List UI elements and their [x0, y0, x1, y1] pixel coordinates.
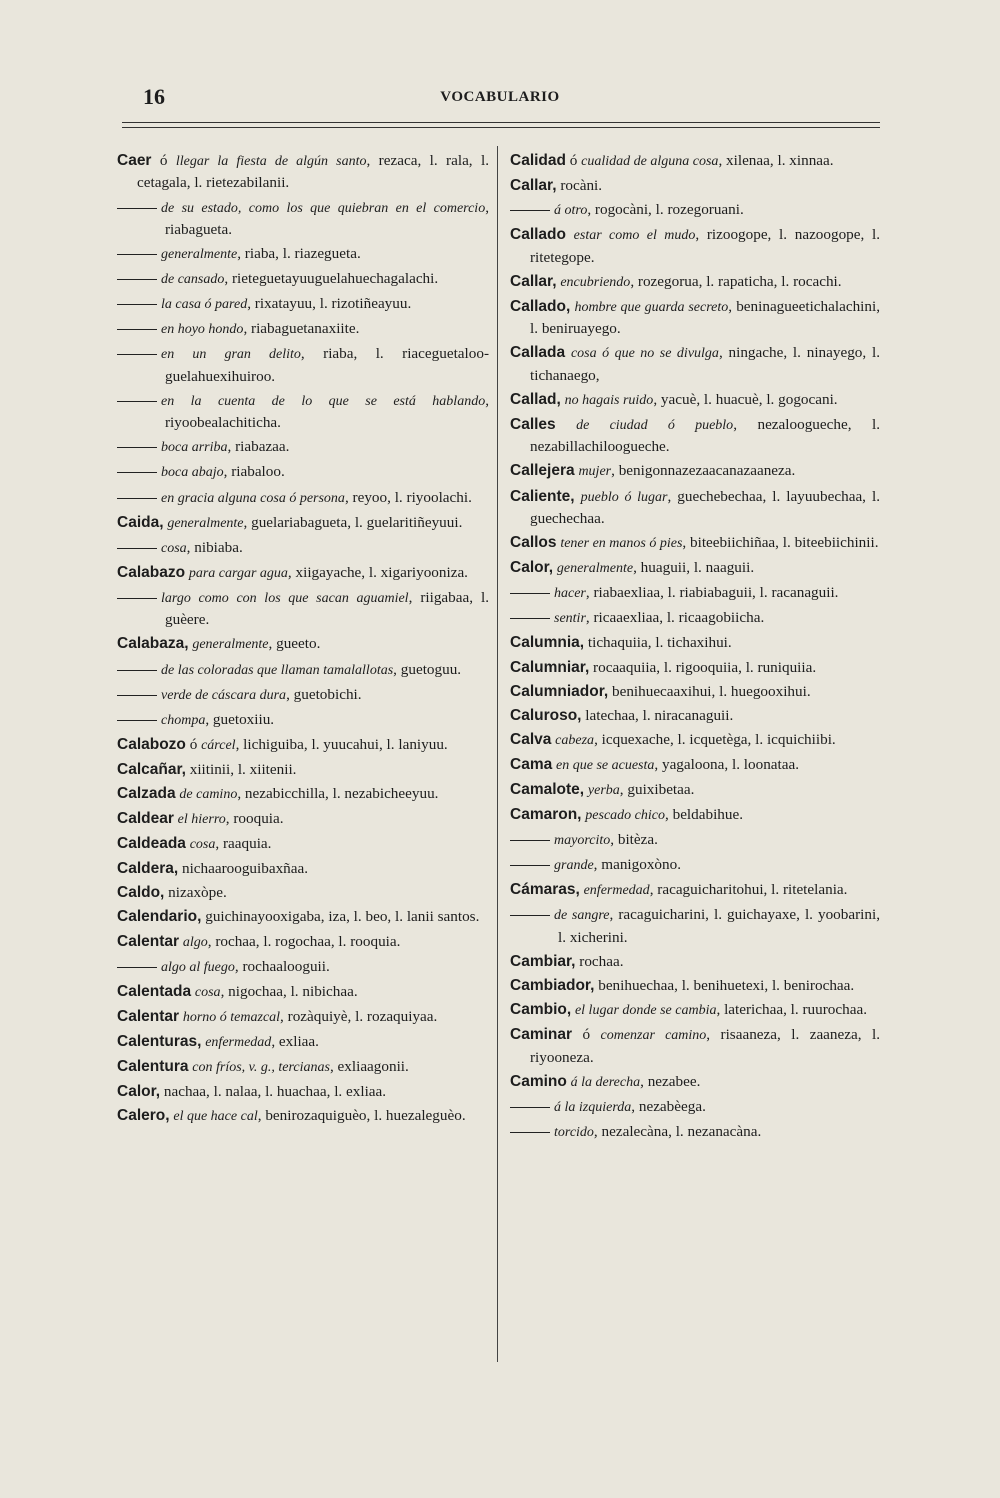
gloss-text: , guetobichi.: [286, 685, 362, 703]
headword: Calumniar,: [510, 658, 590, 676]
repeat-dash: [117, 447, 161, 448]
gloss-italic: generalmente: [556, 561, 634, 577]
dictionary-entry: [510, 705, 880, 726]
dictionary-entry: [510, 342, 880, 386]
headword: Calentar: [117, 932, 180, 950]
gloss-italic: grande: [554, 858, 594, 874]
repeat-dash: [117, 670, 161, 671]
gloss-text: , xiigayache, l. xigariyooniza.: [287, 563, 468, 581]
dictionary-entry: [117, 512, 489, 534]
dictionary-entry: [117, 150, 489, 194]
headword: Calabaza,: [117, 635, 189, 653]
repeat-dash: [117, 598, 161, 599]
gloss-italic: tener en manos ó pies: [560, 536, 683, 552]
gloss-italic: torcido: [554, 1124, 594, 1140]
gloss-text: , riaba, l. riaceguetaloo-guelahuexihuiroo.: [165, 345, 489, 385]
gloss-text: rochaa.: [579, 952, 624, 970]
gloss-italic: chompa: [161, 712, 206, 728]
dictionary-entry: [510, 460, 880, 482]
sub-entry: [117, 659, 489, 681]
repeat-dash: [510, 840, 554, 841]
dictionary-entry: [117, 562, 489, 584]
sub-entry: [117, 537, 489, 559]
gloss-italic: en un gran delito: [161, 347, 301, 363]
dictionary-entry: [510, 271, 880, 293]
dictionary-entry: [117, 858, 489, 879]
gloss-italic: largo como con los que sacan aguamiel: [161, 590, 409, 606]
headword: Caminar: [510, 1026, 573, 1044]
headword: Callar,: [510, 272, 557, 290]
gloss-italic: de camino: [179, 787, 238, 802]
repeat-dash: [117, 720, 161, 721]
repeat-dash: [510, 210, 554, 211]
gloss-text: latechaa, l. niracanaguii.: [585, 706, 734, 724]
sub-entry: [510, 582, 880, 604]
gloss-text: , riyoobealachiticha.: [165, 391, 489, 432]
gloss-text: , ricaaexliaa, l. ricaagobiicha.: [585, 609, 765, 627]
headword: Caer: [117, 152, 152, 169]
gloss-italic: algo: [182, 934, 208, 950]
dictionary-entry: [117, 981, 489, 1003]
headword: Callejera: [510, 462, 575, 480]
gloss-italic: enfermedad: [205, 1034, 272, 1050]
dictionary-entry: [117, 1105, 489, 1127]
dictionary-entry: [510, 754, 880, 776]
gloss-text: , nezabicchilla, l. nezabicheeyuu.: [237, 785, 439, 802]
dictionary-entry: [510, 389, 880, 411]
gloss-italic: encubriendo: [560, 274, 631, 290]
sub-entry: [117, 461, 489, 483]
dictionary-entry: [117, 1081, 489, 1102]
gloss-text: , ningache, l. ninayego, l. tichanaego,: [530, 344, 881, 384]
gloss-text: benihuecaaxihui, l. huegooxihui.: [611, 682, 811, 700]
headword: Cámaras,: [510, 881, 580, 899]
gloss-text: , guixibetaa.: [619, 781, 695, 798]
gloss-italic: de sangre: [554, 908, 610, 924]
gloss-text: , manigoxòno.: [593, 856, 681, 874]
dictionary-entry: [117, 808, 489, 830]
headword: Camino: [510, 1072, 567, 1090]
gloss-text: , riigabaa, l. guèere.: [165, 588, 489, 629]
headword: Calendario,: [117, 908, 202, 926]
gloss-text: , rooquia.: [225, 810, 284, 828]
gloss-italic: el hierro: [177, 812, 226, 828]
gloss-italic: mayorcito: [554, 833, 611, 849]
gloss-italic: de ciudad ó pueblo: [576, 417, 734, 433]
dictionary-entry: [510, 532, 880, 554]
gloss-italic: enfermedad: [583, 883, 650, 899]
headword: Calor,: [117, 1083, 161, 1101]
repeat-dash: [117, 279, 161, 280]
repeat-dash: [117, 498, 161, 499]
headword: Camalote,: [510, 781, 585, 798]
gloss-text: , nezalecàna, l. nezanacàna.: [593, 1122, 762, 1140]
gloss-italic: en que se acuesta: [556, 757, 655, 773]
sub-entry: [117, 390, 489, 434]
headword: Callado,: [510, 297, 571, 315]
gloss-text: , yacuè, l. huacuè, l. gogocani.: [653, 390, 838, 408]
gloss-italic: con fríos, v. g., tercianas: [192, 1060, 330, 1076]
gloss-text: , rieteguetayuuguelahuechagalachi.: [224, 270, 439, 288]
gloss-italic: hombre que guarda secreto: [574, 299, 729, 315]
gloss-text: , riabaguetanaxiite.: [243, 320, 360, 338]
dictionary-entry: [510, 804, 880, 826]
headword: Calabozo: [117, 735, 186, 753]
gloss-text: , nezabee.: [640, 1072, 701, 1090]
headword: Cama: [510, 755, 553, 773]
header-rule-bottom: [122, 127, 880, 128]
repeat-dash: [117, 967, 161, 968]
repeat-dash: [510, 618, 554, 619]
gloss-text: , risaaneza, l. zaaneza, l. riyooneza.: [530, 1026, 880, 1066]
gloss-text: , rixatayuu, l. rizotiñeayuu.: [247, 295, 412, 313]
gloss-italic: á la derecha: [570, 1074, 641, 1090]
headword: Cambio,: [510, 1001, 572, 1019]
dictionary-entry: [510, 486, 880, 530]
gloss-italic: de las coloradas que llaman tamalallotas: [161, 662, 394, 678]
repeat-dash: [510, 1132, 554, 1133]
headword: Calero,: [117, 1107, 170, 1125]
headword: Calva: [510, 730, 552, 748]
repeat-dash: [117, 695, 161, 696]
gloss-text: , guechebechaa, l. layuubechaa, l. guechechaa.: [530, 487, 880, 527]
gloss-italic: yerba: [587, 783, 620, 798]
repeat-dash: [117, 208, 161, 209]
repeat-dash: [510, 1107, 554, 1108]
column-divider: [497, 146, 498, 1362]
dictionary-entry: [510, 779, 880, 801]
sub-entry: [117, 436, 489, 458]
gloss-text: , riabazaa.: [227, 438, 290, 456]
gloss-text: , nezaloogueche, l. nezabillachiloogueche.: [530, 415, 881, 456]
gloss-italic: estar como el mudo: [573, 228, 696, 244]
headword: Callad,: [510, 390, 561, 408]
gloss-text: , yagaloona, l. loonataa.: [654, 755, 800, 773]
dictionary-entry: [510, 657, 880, 678]
sub-entry: [510, 1096, 880, 1118]
gloss-italic: el lugar donde se cambia: [574, 1003, 717, 1019]
dictionary-entry: [510, 1024, 880, 1068]
running-head: VOCABULARIO: [440, 89, 560, 105]
gloss-text: , huaguii, l. naaguii.: [633, 559, 755, 577]
headword: Calzada: [117, 785, 176, 802]
headword: Callos: [510, 534, 557, 552]
gloss-text: , rezaca, l. rala, l. cetagala, l. rietezabilanii.: [137, 152, 490, 192]
gloss-italic: mujer: [578, 464, 612, 480]
headword: Caluroso,: [510, 706, 582, 724]
gloss-italic: cualidad de alguna cosa: [581, 154, 719, 169]
gloss-text: ó: [189, 735, 202, 753]
dictionary-entry: [510, 414, 880, 458]
dictionary-entry: [117, 833, 489, 855]
headword: Cambiar,: [510, 952, 576, 970]
sub-entry: [117, 197, 489, 241]
gloss-text: , raaquia.: [215, 835, 272, 853]
gloss-italic: en hoyo hondo: [161, 322, 244, 338]
dictionary-entry: [117, 1006, 489, 1028]
sub-entry: [117, 587, 489, 631]
dictionary-entry: [117, 734, 489, 756]
gloss-text: , riaba, l. riazegueta.: [237, 245, 361, 262]
dictionary-entry: [117, 882, 489, 903]
gloss-italic: pescado chico: [585, 808, 665, 824]
gloss-italic: la casa ó pared: [161, 297, 248, 313]
headword: Callada: [510, 344, 566, 362]
gloss-text: , rizoogope, l. nazoogope, l. ritetegope.: [530, 226, 881, 266]
sub-entry: [117, 487, 489, 509]
gloss-italic: en gracia alguna cosa ó persona: [161, 490, 345, 506]
gloss-text: , gueeto.: [268, 635, 321, 653]
headword: Caldera,: [117, 860, 179, 878]
gloss-text: ó: [159, 152, 176, 169]
gloss-italic: á otro: [554, 203, 588, 219]
headword: Calcañar,: [117, 760, 186, 778]
gloss-text: , riabaloo.: [223, 463, 285, 481]
dictionary-entry: [510, 681, 880, 702]
repeat-dash: [117, 354, 161, 355]
gloss-text: , beninagueetichalachini, l. beniruayego.: [530, 297, 880, 338]
gloss-text: , rozegorua, l. rapaticha, l. rocachi.: [630, 272, 842, 290]
dictionary-entry: [510, 296, 880, 340]
gloss-text: rocaaquiia, l. rigooquiia, l. runiquiia.: [593, 658, 817, 676]
left-column: [117, 150, 489, 1130]
gloss-text: , rogocàni, l. rozegoruani.: [587, 201, 744, 219]
gloss-italic: para cargar agua: [188, 565, 288, 581]
headword: Callar,: [510, 177, 557, 195]
gloss-italic: á la izquierda: [554, 1099, 632, 1115]
sub-entry: [510, 854, 880, 876]
gloss-text: , guelariabagueta, l. guelaritiñeyuui.: [243, 513, 463, 531]
headword: Calor,: [510, 559, 554, 577]
gloss-text: , laterichaa, l. ruurochaa.: [716, 1001, 868, 1019]
sub-entry: [510, 1121, 880, 1143]
gloss-italic: cárcel: [201, 737, 236, 753]
gloss-text: , riabaexliaa, l. riabiabaguii, l. racanaguii.: [585, 584, 839, 602]
sub-entry: [117, 709, 489, 731]
headword: Caliente,: [510, 487, 575, 505]
gloss-text: , nibiaba.: [186, 538, 243, 556]
gloss-text: benihuechaa, l. benihuetexi, l. benirochaa.: [598, 977, 855, 995]
headword: Calumniador,: [510, 682, 609, 700]
gloss-italic: cabeza: [555, 732, 595, 748]
dictionary-entry: [117, 1031, 489, 1053]
headword: Caldear: [117, 810, 174, 828]
sub-entry: [117, 343, 489, 387]
gloss-text: , riabagueta.: [165, 198, 489, 238]
repeat-dash: [510, 865, 554, 866]
gloss-text: , exliaa.: [271, 1032, 319, 1050]
sub-entry: [117, 293, 489, 315]
gloss-text: , xilenaa, l. xinnaa.: [718, 152, 834, 169]
gloss-italic: cosa: [161, 540, 187, 556]
gloss-italic: generalmente: [161, 247, 238, 262]
headword: Calles: [510, 415, 556, 433]
repeat-dash: [510, 915, 554, 916]
gloss-italic: boca abajo: [161, 465, 224, 481]
dictionary-entry: [117, 783, 489, 805]
sub-entry: [117, 243, 489, 265]
gloss-italic: el que hace cal: [173, 1109, 258, 1125]
gloss-text: ó: [569, 152, 582, 169]
repeat-dash: [117, 548, 161, 549]
repeat-dash: [510, 593, 554, 594]
gloss-text: rocàni.: [560, 177, 603, 195]
gloss-italic: de su estado, como los que quiebran en el comercio: [161, 200, 486, 216]
headword: Calentada: [117, 982, 192, 1000]
gloss-text: xiitinii, l. xiitenii.: [189, 760, 297, 778]
repeat-dash: [117, 304, 161, 305]
gloss-text: , racaguicharini, l. guichayaxe, l. yoobarini, l. xicherini.: [558, 906, 880, 946]
gloss-text: , rochaa, l. rogochaa, l. rooquia.: [207, 932, 401, 950]
gloss-italic: comenzar camino: [600, 1028, 707, 1044]
headword: Calumnia,: [510, 634, 585, 652]
dictionary-entry: [117, 931, 489, 953]
gloss-italic: generalmente: [167, 515, 244, 531]
dictionary-entry: [510, 1071, 880, 1093]
right-column: [510, 150, 880, 1146]
dictionary-entry: [510, 879, 880, 901]
gloss-italic: pueblo ó lugar: [580, 489, 668, 505]
dictionary-entry: [510, 175, 880, 196]
dictionary-entry: [510, 729, 880, 751]
gloss-text: , exliaagonii.: [329, 1058, 409, 1076]
gloss-italic: generalmente: [192, 637, 269, 653]
headword: Calabazo: [117, 563, 186, 581]
gloss-text: , beldabihue.: [665, 806, 744, 824]
gloss-text: nachaa, l. nalaa, l. huachaa, l. exliaa.: [163, 1083, 387, 1101]
gloss-text: , biteebiichiñaa, l. biteebiichinii.: [682, 534, 879, 552]
headword: Camaron,: [510, 806, 582, 824]
gloss-italic: cosa: [189, 837, 216, 853]
sub-entry: [510, 607, 880, 629]
gloss-italic: llegar la fiesta de algún santo: [175, 154, 367, 169]
dictionary-entry: [117, 906, 489, 927]
gloss-italic: sentir: [554, 611, 586, 627]
dictionary-entry: [510, 999, 880, 1021]
gloss-text: nichaarooguibaxñaa.: [181, 860, 309, 878]
gloss-text: , nigochaa, l. nibichaa.: [220, 982, 358, 1000]
page-number: 16: [143, 84, 165, 109]
sub-entry: [117, 318, 489, 340]
gloss-text: , guetoguu.: [393, 660, 462, 678]
repeat-dash: [117, 254, 161, 255]
gloss-italic: hacer: [554, 586, 586, 602]
headword: Caida,: [117, 513, 164, 531]
dictionary-entry: [510, 557, 880, 579]
headword: Caldeada: [117, 835, 186, 853]
gloss-text: , racaguicharitohui, l. ritetelania.: [649, 881, 848, 899]
gloss-italic: cosa ó que no se divulga: [570, 346, 719, 362]
gloss-text: , rozàquiyè, l. rozaquiyaa.: [280, 1007, 438, 1025]
gloss-italic: en la cuenta de lo que se está hablando: [161, 393, 486, 409]
gloss-text: guichinayooxigaba, iza, l. beo, l. lanii santos.: [205, 908, 480, 926]
gloss-text: , reyoo, l. riyoolachi.: [344, 488, 472, 506]
dictionary-entry: [510, 150, 880, 172]
gloss-italic: no hagais ruido: [564, 392, 654, 408]
headword: Cambiador,: [510, 977, 595, 995]
gloss-text: , icquexache, l. icquetèga, l. icquichiibi.: [594, 730, 836, 748]
headword: Calentura: [117, 1058, 189, 1076]
repeat-dash: [117, 401, 161, 402]
sub-entry: [117, 684, 489, 706]
gloss-text: , guetoxiiu.: [205, 710, 275, 728]
dictionary-entry: [117, 759, 489, 780]
gloss-text: , lichiguiba, l. yuucahui, l. laniyuu.: [235, 735, 448, 753]
headword: Caldo,: [117, 884, 165, 902]
gloss-italic: verde de cáscara dura: [161, 687, 287, 703]
gloss-text: nizaxòpe.: [168, 884, 227, 902]
sub-entry: [510, 199, 880, 221]
gloss-italic: algo al fuego: [161, 959, 235, 975]
dictionary-entry: [510, 951, 880, 972]
gloss-text: , bitèza.: [610, 831, 658, 849]
gloss-text: , rochaalooguii.: [234, 957, 330, 975]
repeat-dash: [117, 329, 161, 330]
dictionary-entry: [117, 1056, 489, 1078]
gloss-italic: horno ó temazcal: [182, 1009, 281, 1025]
sub-entry: [510, 829, 880, 851]
gloss-italic: de cansado: [161, 272, 225, 288]
repeat-dash: [117, 472, 161, 473]
dictionary-entry: [117, 633, 489, 655]
gloss-text: , benirozaquiguèo, l. huezaleguèo.: [257, 1107, 466, 1125]
gloss-text: , benigonnazezaacanazaaneza.: [611, 462, 796, 480]
headword: Callado: [510, 226, 566, 244]
headword: Calenturas,: [117, 1032, 202, 1050]
dictionary-entry: [510, 975, 880, 996]
gloss-text: , nezabèega.: [631, 1097, 706, 1115]
headword: Calidad: [510, 152, 566, 169]
sub-entry: [117, 268, 489, 290]
dictionary-entry: [510, 224, 880, 268]
gloss-text: ó: [582, 1026, 601, 1044]
gloss-italic: boca arriba: [161, 440, 228, 456]
headword: Calentar: [117, 1007, 180, 1025]
gloss-italic: cosa: [194, 984, 221, 1000]
sub-entry: [117, 956, 489, 978]
dictionary-entry: [510, 632, 880, 653]
header-rule-top: [122, 122, 880, 123]
gloss-text: tichaquiia, l. tichaxihui.: [587, 634, 732, 652]
sub-entry: [510, 904, 880, 948]
